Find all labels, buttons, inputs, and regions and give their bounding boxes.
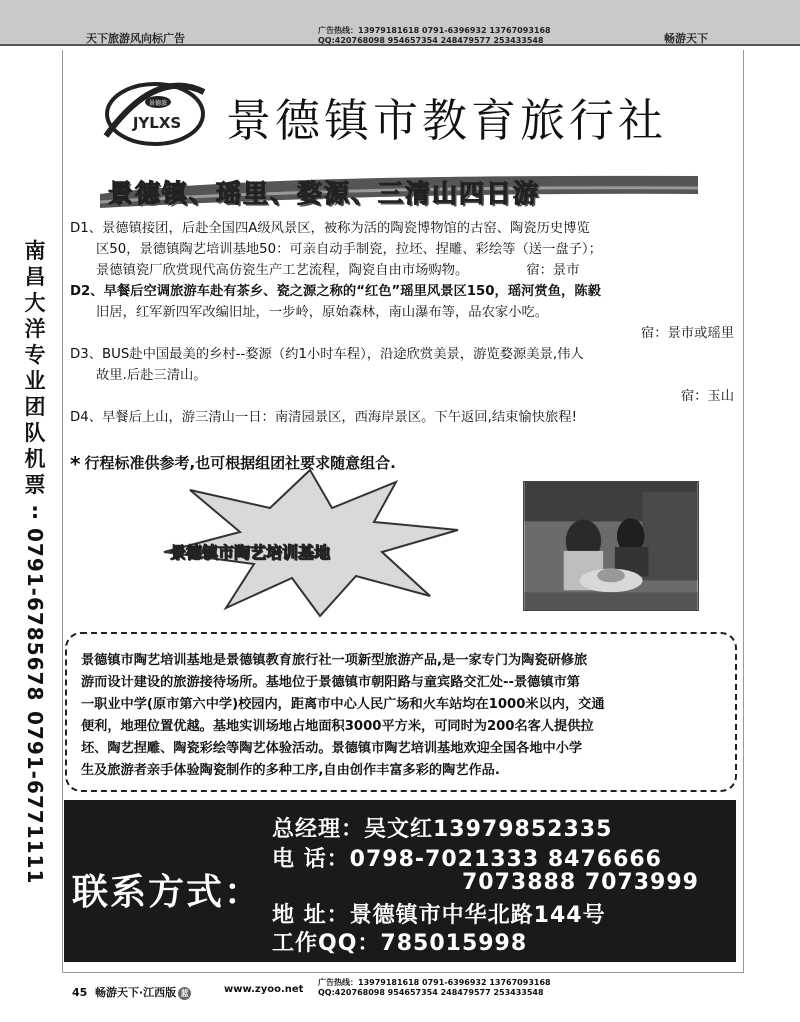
itinerary-day1-line3: 景德镇瓷厂欣赏现代高仿瓷生产工艺流程，陶瓷自由市场购物。 宿：景市 [96,263,580,278]
logo-text: JYLXS [132,114,182,132]
footer-hotline: 广告热线：13979181618 0791-6396932 13767093168 QQ:420768098 954657354 248479577 253433548 [318,978,551,997]
tour-title: 景德镇、瑶里、婺源、三清山四日游 [108,179,541,208]
itinerary-note: * 行程标准供参考,也可根据组团社要求随意组合. [70,452,396,476]
itinerary-day2-line2: 旧居，红军新四军改编旧址，一步岭，原始森林，南山瀑布等，品农家小吃。 [96,305,549,320]
agency-logo [100,78,210,150]
header-right-text: 畅游天下 [664,32,708,45]
brand-title: 景德镇市教育旅行社 [226,94,668,147]
side-phone-1: 0791-6785678 [23,528,47,702]
pottery-workshop-photo [523,481,699,611]
itinerary-day3-line2: 故里.后赴三清山。 [96,368,207,383]
edition-badge: 蓝 [178,987,191,1000]
side-ticket-ad: 南 昌 大 洋 专 业 团 队 机 票 : 0791-6785678 0791-6771111 [23,239,47,885]
itinerary-day2-stay: 宿：景市或瑶里 [640,326,734,341]
itinerary-day1-line2: 区50，景德镇陶艺培训基地50：可亲自动手制瓷，拉坯、捏雕、彩绘等（送一盘子）； [96,242,602,257]
itinerary [70,218,734,428]
footer-page: 45 畅游天下·江西版 蓝 [72,984,191,1000]
itinerary-day4-line1: D4、早餐后上山，游三清山一日：南清园景区，西海岸景区。下午返回,结束愉快旅程! [70,410,577,425]
contact-address: 地 址：景德镇市中华北路144号 [272,903,606,928]
svg-text:景德旅: 景德旅 [148,100,168,107]
side-phone-2: 0791-6771111 [23,711,47,885]
itinerary-day3-stay: 宿：玉山 [680,389,734,404]
burst-label: 景德镇市陶艺培训基地 [170,543,331,562]
itinerary-day1-line1: D1、景德镇接团，后赴全国四A级风景区，被称为活的陶瓷博物馆的古窑、陶瓷历史博览 [70,221,590,236]
contact-label: 联系方式： [72,872,263,913]
footer-divider [62,972,744,973]
header-hotline: 广告热线：13979181618 0791-6396932 13767093168 QQ:420768098 954657354 248479577 253433548 [318,26,551,45]
asterisk-icon: * [70,452,81,476]
contact-manager: 总经理：吴文红13979852335 [272,817,613,842]
itinerary-day3-line1: D3、BUS赴中国最美的乡村--婺源（约1小时车程），沿途欣赏美景，游览婺源美景,伟人 [70,347,584,362]
header-left-text: 天下旅游风向标广告 [86,32,185,45]
itinerary-day1-stay: 宿：景市 [526,263,580,278]
contact-phone: 电 话：0798-7021333 8476666 [272,847,662,872]
training-base-description: 景德镇市陶艺培训基地是景德镇教育旅行社一项新型旅游产品,是一家专门为陶瓷研修旅 游而设计建设的旅游接待场所。基地位于景德镇市朝阳路与童宾路交汇处--景德镇市第 一职业中学(原市第六中学)校园内，距离市中心人民广场和火车站均在1000米以内，交通 便利，地理位置优越。基地实训场地占地面积3000平方米，可同时为200名客人提供拉 坯、陶艺捏雕、陶瓷彩绘等陶艺体验活动。景德镇市陶艺培训基地欢迎全国各地中小学 生及旅游者亲手体验陶瓷制作的多种工序,自由创作丰富多彩的陶艺作品. [65,632,737,792]
itinerary-day2-line1: D2、早餐后空调旅游车赴有茶乡、瓷之源之称的“红色”瑶里风景区150，瑶河赏鱼，陈毅 [70,284,601,299]
contact-qq: 工作QQ：785015998 [272,931,528,956]
footer-url[interactable]: www.zyoo.net [224,984,304,995]
contact-phone-extra: 7073888 7073999 [462,870,699,895]
